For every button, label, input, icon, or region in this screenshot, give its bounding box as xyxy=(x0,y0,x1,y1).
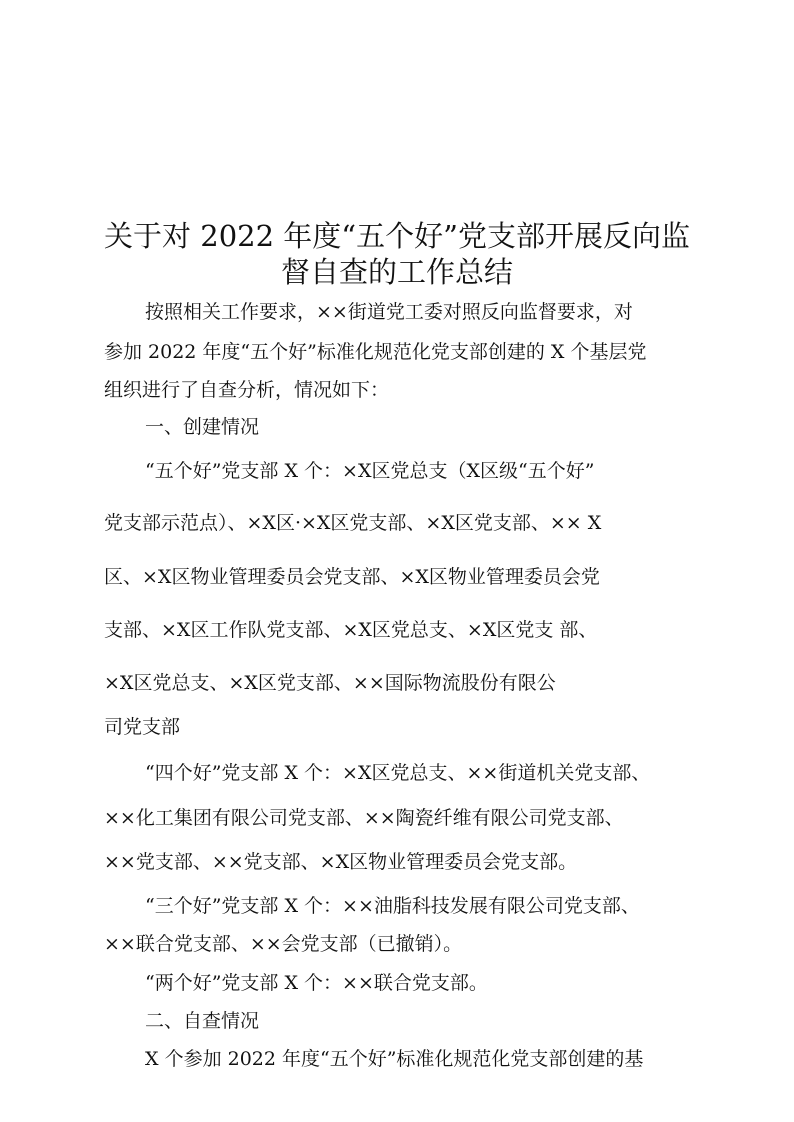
document-title-line-1: 关于对 2022 年度“五个好”党支部开展反向监 xyxy=(104,219,690,253)
paragraph-line: 区、×X区物业管理委员会党支部、×X区物业管理委员会党 xyxy=(104,566,600,588)
paragraph-line: 参加 2022 年度“五个好”标准化规范化党支部创建的 X 个基层党 xyxy=(104,341,647,363)
paragraph-line: 组织进行了自查分析，情况如下： xyxy=(104,379,390,401)
paragraph-line: “三个好”党支部 X 个：××油脂科技发展有限公司党支部、 xyxy=(145,895,640,917)
paragraph-line: 党支部示范点）、×X区·×X区党支部、×X区党支部、×× X xyxy=(104,512,602,534)
paragraph-line: 支部、×X区工作队党支部、×X区党总支、×X区党支 部、 xyxy=(104,619,598,641)
section-heading: 二、自查情况 xyxy=(145,1010,260,1032)
paragraph-line: X 个参加 2022 年度“五个好”标准化规范化党支部创建的基 xyxy=(145,1048,644,1070)
paragraph-line: ××联合党支部、××会党支部（已撤销）。 xyxy=(104,933,463,955)
paragraph-line: ××化工集团有限公司党支部、××陶瓷纤维有限公司党支部、 xyxy=(104,807,624,829)
paragraph-line: 按照相关工作要求，××街道党工委对照反向监督要求，对 xyxy=(145,301,633,323)
paragraph-line: “四个好”党支部 X 个：×X区党总支、××街道机关党支部、 xyxy=(145,762,651,784)
paragraph-line: ××党支部、××党支部、×X区物业管理委员会党支部。 xyxy=(104,851,578,873)
section-heading: 一、创建情况 xyxy=(145,416,260,438)
document-title-line-2: 督自查的工作总结 xyxy=(280,255,513,289)
paragraph-line: “五个好”党支部 X 个：×X区党总支（X区级“五个好” xyxy=(145,460,595,482)
paragraph-line: 司党支部 xyxy=(104,716,181,738)
paragraph-line: “两个好”党支部 X 个：××联合党支部。 xyxy=(145,972,488,994)
paragraph-line: ×X区党总支、×X区党支部、××国际物流股份有限公 xyxy=(104,672,556,694)
